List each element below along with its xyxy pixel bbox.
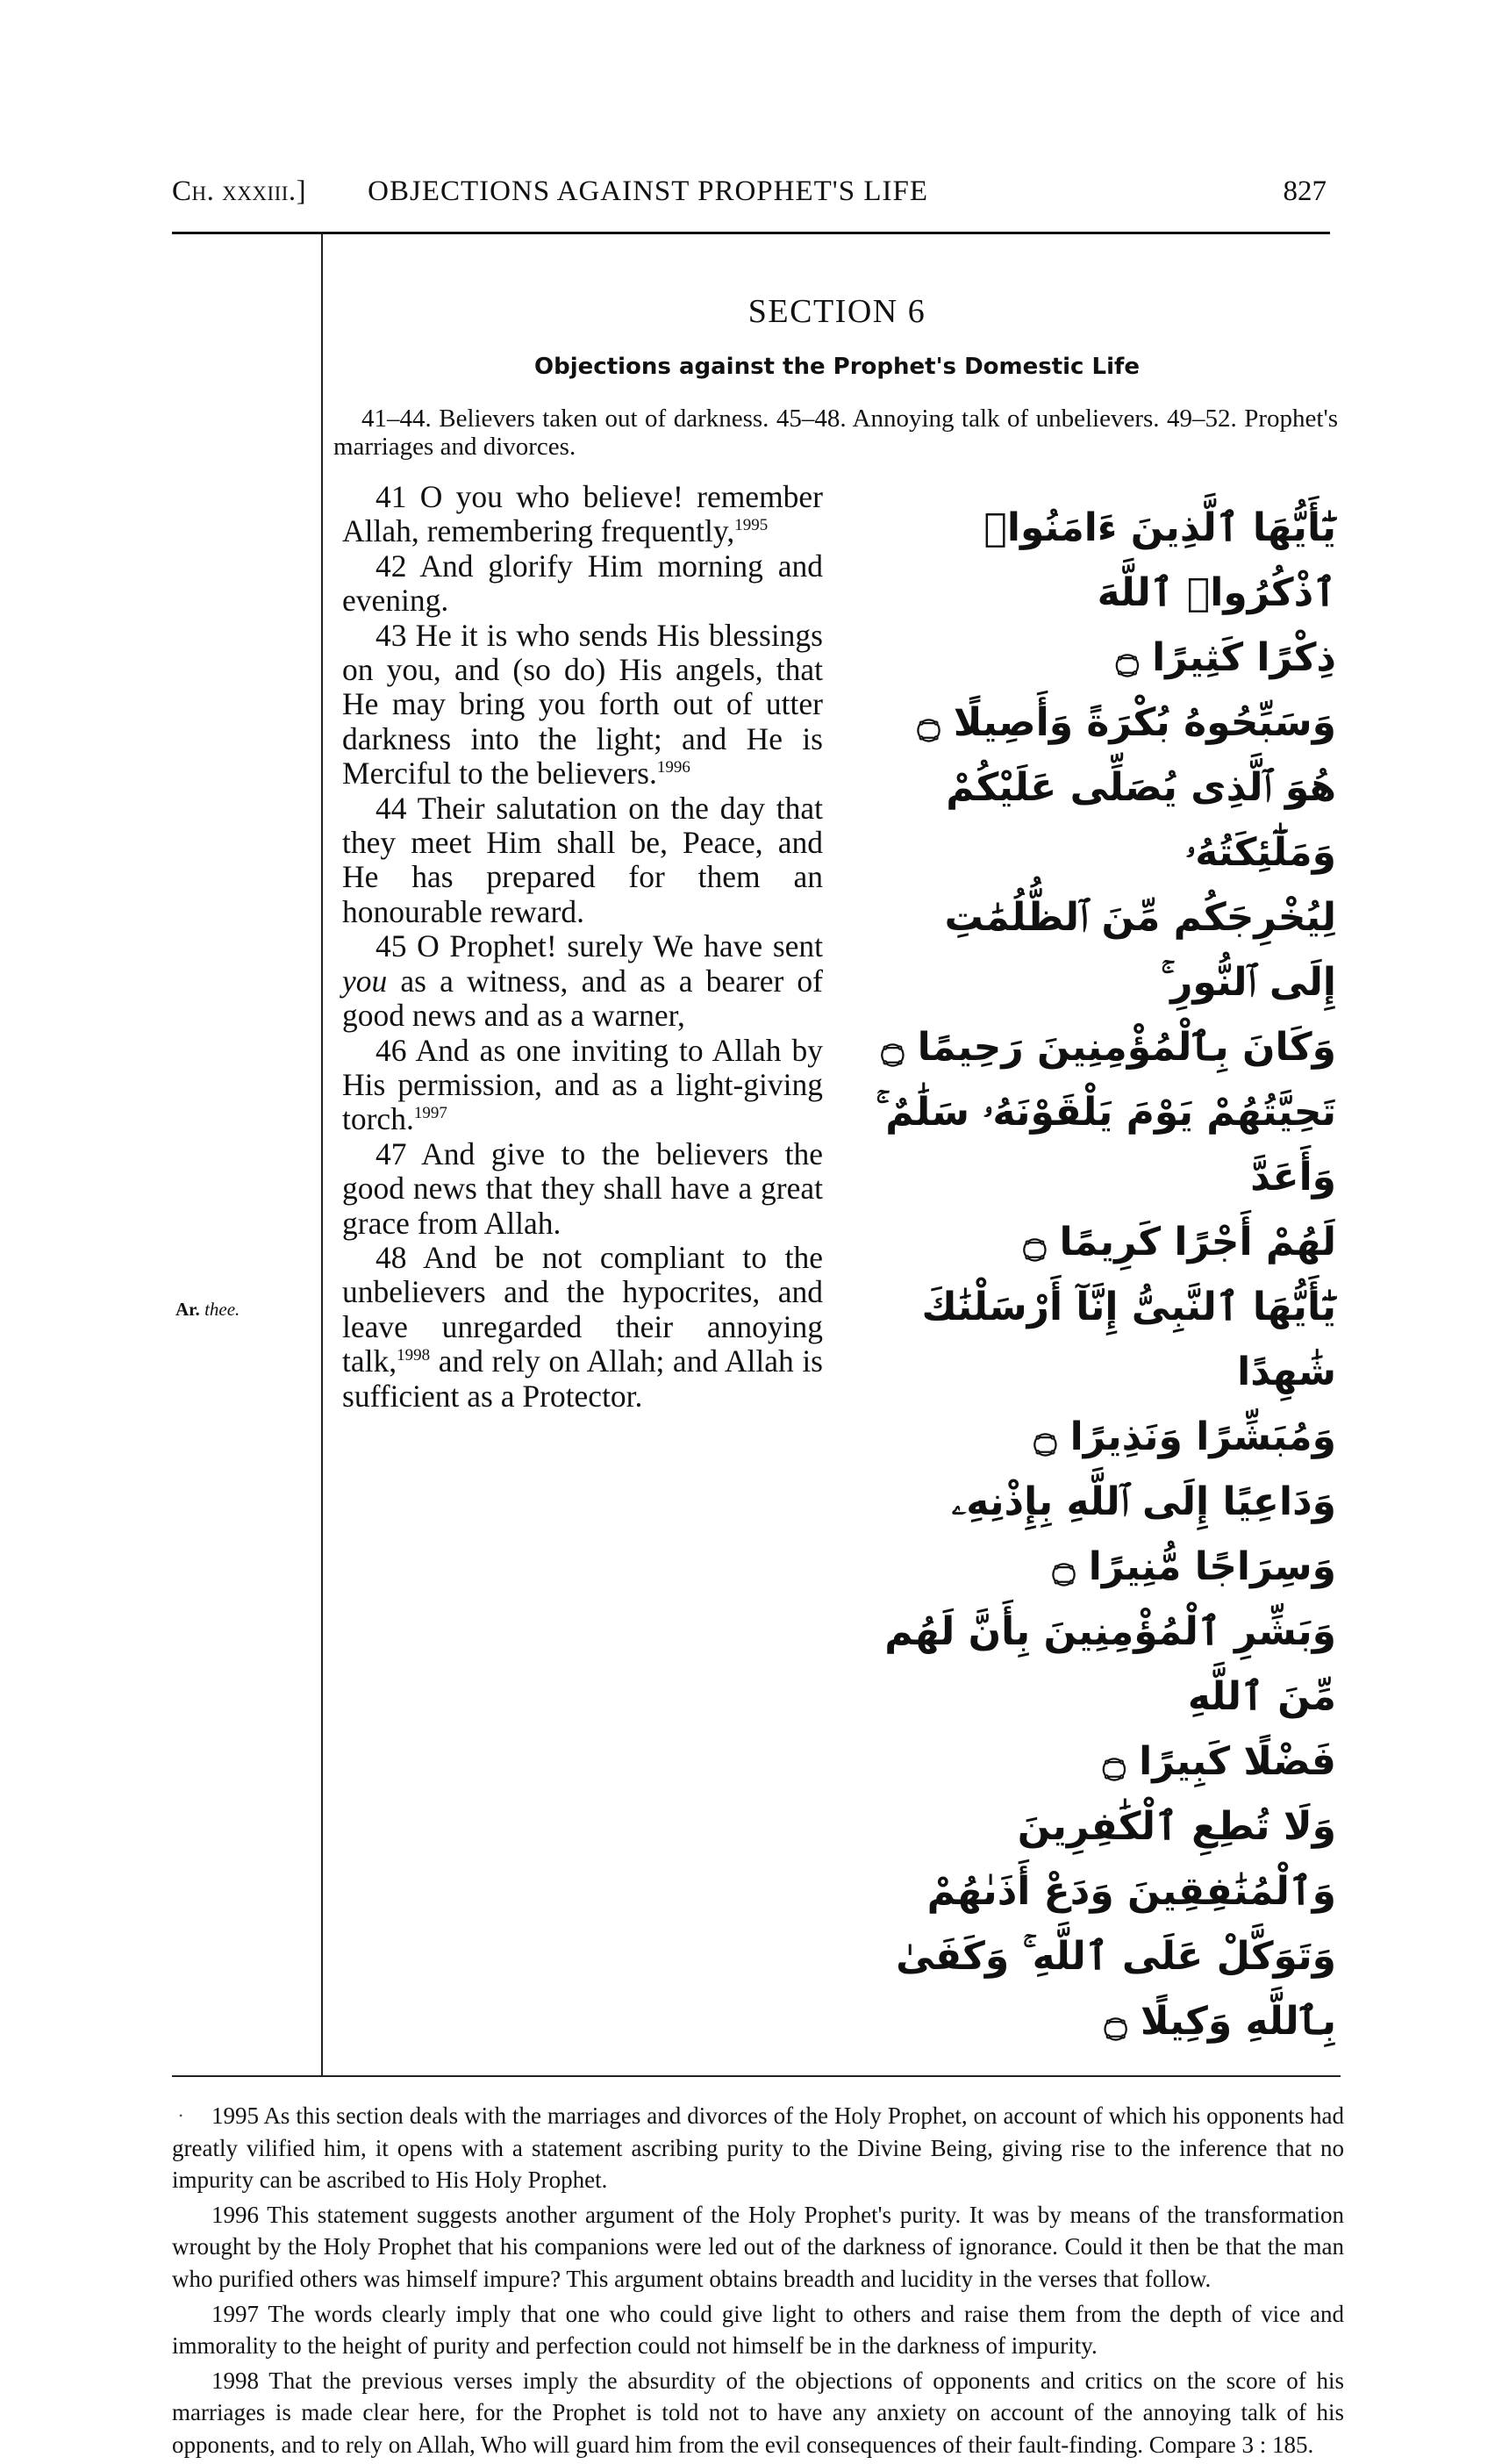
verse-number: 48: [375, 1239, 407, 1275]
margin-note: [175, 1298, 240, 1321]
verse-number: 47: [375, 1135, 407, 1171]
arabic-line: يَٰٓأَيُّهَا ٱلنَّبِىُّ إِنَّآ أَرْسَلْنَٰكَ شَٰهِدًا: [921, 1285, 1336, 1394]
arabic-line: تَحِيَّتُهُمْ يَوْمَ يَلْقَوْنَهُۥ سَلَٰمٌ ۚ وَأَعَدَّ: [876, 1090, 1336, 1200]
verse-columns: [326, 480, 1348, 2075]
footnote: [172, 2365, 1344, 2461]
verse-number: 45: [375, 928, 407, 964]
footnote-text: The words clearly imply that one who could give light to others and raise them from the depth of vice and immorality to the height of purity and perfection could not himself be in the darkness of impurity.: [172, 2300, 1344, 2360]
arabic-line: وَلَا تُطِعِ ٱلْكَٰفِرِينَ وَٱلْمُنَٰفِقِينَ وَدَعْ أَذَىٰهُمْ: [926, 1804, 1336, 1914]
footnote-number: 1995: [211, 2102, 259, 2129]
footnote-number: 1996: [211, 2201, 259, 2228]
section-title: SECTION 6: [747, 293, 926, 330]
arabic-line: يَٰٓأَيُّهَا ٱلَّذِينَ ءَامَنُوا۟ ٱذْكُرُوا۟ ٱللَّهَ: [983, 505, 1336, 615]
arabic-line: لَهُمْ أَجْرًا كَرِيمًا ۝: [1023, 1220, 1336, 1264]
verse-number: 43: [375, 617, 407, 653]
section-summary: 41–44. Believers taken out of darkness. 45–48. Annoying talk of unbelievers. 49–52. Prophet's marriages and divorces.: [333, 405, 1338, 461]
arabic-line: وَسَبِّحُوهُ بُكْرَةً وَأَصِيلًا ۝: [917, 700, 1336, 745]
verse-number: 41: [375, 479, 407, 514]
footnote-text: That the previous verses imply the absurdity of the objections of opponents and critics on the score of his marriages is made clear here, for the Prophet is told not to have any anxiety on account of the annoying talk of his opponents, and to rely on Allah, Who will guard him from the evil consequences of their fault-finding. Compare 3 : 185.: [172, 2367, 1344, 2458]
chapter-reference: Ch. xxxiii.]: [172, 175, 307, 207]
verse-italic: you: [342, 963, 388, 999]
footnote-text: As this section deals with the marriages and divorces of the Holy Prophet, on account of which his opponents had greatly vilified him, it opens with a statement ascribing purity to the Divine Being, giving rise to the inference that no impurity can be ascribed to His Holy Prophet.: [172, 2102, 1344, 2194]
verse-number: 46: [375, 1032, 407, 1068]
verse: [342, 1137, 823, 1241]
verse-text: And as one inviting to Allah by His permission, and as a light-giving torch.: [342, 1032, 823, 1137]
verse-text: And give to the believers the good news that they shall have a great grace from Allah.: [342, 1135, 823, 1241]
verse-text: Their salutation on the day that they meet Him shall be, Peace, and He has prepared for them an honourable reward.: [342, 790, 823, 929]
book-page: [172, 0, 1348, 2461]
verse: [342, 791, 823, 930]
arabic-line: ذِكْرًا كَثِيرًا ۝: [1115, 635, 1336, 680]
footnote: [172, 2298, 1344, 2362]
verse-text: And be not compliant to the unbelievers and the hypocrites, and leave unregarded their annoying talk,: [342, 1239, 823, 1379]
verse-text: And glorify Him morning and evening.: [342, 548, 823, 619]
arabic-line: وَبَشِّرِ ٱلْمُؤْمِنِينَ بِأَنَّ لَهُم مِّنَ ٱللَّهِ: [884, 1609, 1336, 1719]
arabic-line: فَضْلًا كَبِيرًا ۝: [1103, 1739, 1336, 1784]
verse: [342, 549, 823, 619]
verse-text: O Prophet! surely We have sent: [417, 928, 823, 964]
footnote-number: 1997: [211, 2300, 259, 2327]
page-number: 827: [1283, 175, 1327, 207]
section-subtitle: Objections against the Prophet's Domestic Life: [534, 354, 1140, 380]
margin-note-text: thee.: [204, 1299, 240, 1320]
footnote: [172, 2100, 1344, 2196]
verse-text: He it is who sends His blessings on you, and (so do) His angels, that He may bring you forth out of utter darkness into the light; and He is Merciful to the believers.: [342, 617, 823, 791]
running-title: OBJECTIONS AGAINST PROPHET'S LIFE: [368, 175, 928, 207]
arabic-column: [876, 496, 1336, 2054]
verse-text: and rely on Allah; and Allah is sufficient as a Protector.: [342, 1343, 823, 1414]
arabic-line: وَمُبَشِّرًا وَنَذِيرًا ۝: [1033, 1415, 1336, 1459]
footnote-rule: [172, 2075, 1341, 2077]
margin-note-abbr: Ar.: [175, 1299, 200, 1320]
footnote-number: 1998: [211, 2367, 259, 2394]
verse: [342, 929, 823, 1033]
footnote-ref[interactable]: 1996: [656, 758, 690, 777]
footnote-ref[interactable]: 1997: [413, 1104, 447, 1123]
footnote-ref[interactable]: 1995: [734, 516, 769, 535]
margin-rule: [175, 234, 1348, 2075]
translation-column: [342, 480, 823, 1414]
verse-number: 42: [375, 548, 407, 584]
verse-text: O you who believe! remember Allah, remembering frequently,: [342, 479, 824, 549]
verse: [342, 1034, 823, 1137]
footnotes: [172, 2100, 1344, 2461]
verse-number: 44: [375, 790, 407, 826]
arabic-line: هُوَ ٱلَّذِى يُصَلِّى عَلَيْكُمْ وَمَلَٰٓئِكَتُهُۥ: [946, 765, 1336, 875]
arabic-line: وَتَوَكَّلْ عَلَى ٱللَّهِ ۚ وَكَفَىٰ بِٱللَّهِ وَكِيلًا ۝: [896, 1934, 1336, 2044]
print-mark-icon: •: [179, 2109, 183, 2122]
footnote: [172, 2199, 1344, 2296]
verse: [342, 619, 823, 791]
arabic-line: وَدَاعِيًا إِلَى ٱللَّهِ بِإِذْنِهِۦ وَسِرَاجًا مُّنِيرًا ۝: [951, 1479, 1336, 1589]
arabic-line: وَكَانَ بِٱلْمُؤْمِنِينَ رَحِيمًا ۝: [881, 1025, 1336, 1070]
footnote-text: This statement suggests another argument of the Holy Prophet's purity. It was by means of the transformation wrought by the Holy Prophet that his companions were led out of the darkness of ignorance. Could it then be that the man who purified others was himself impure? This argument obtains breadth and lucidity in the verses that follow.: [172, 2201, 1344, 2292]
verse-text: as a witness, and as a bearer of good news and as a warner,: [342, 963, 823, 1034]
verse: [342, 480, 823, 549]
running-head: [172, 172, 1330, 211]
arabic-line: لِيُخْرِجَكُم مِّنَ ٱلظُّلُمَٰتِ إِلَى ٱلنُّورِ ۚ: [944, 895, 1336, 1005]
footnote-ref[interactable]: 1998: [397, 1346, 431, 1365]
verse: [342, 1241, 823, 1414]
